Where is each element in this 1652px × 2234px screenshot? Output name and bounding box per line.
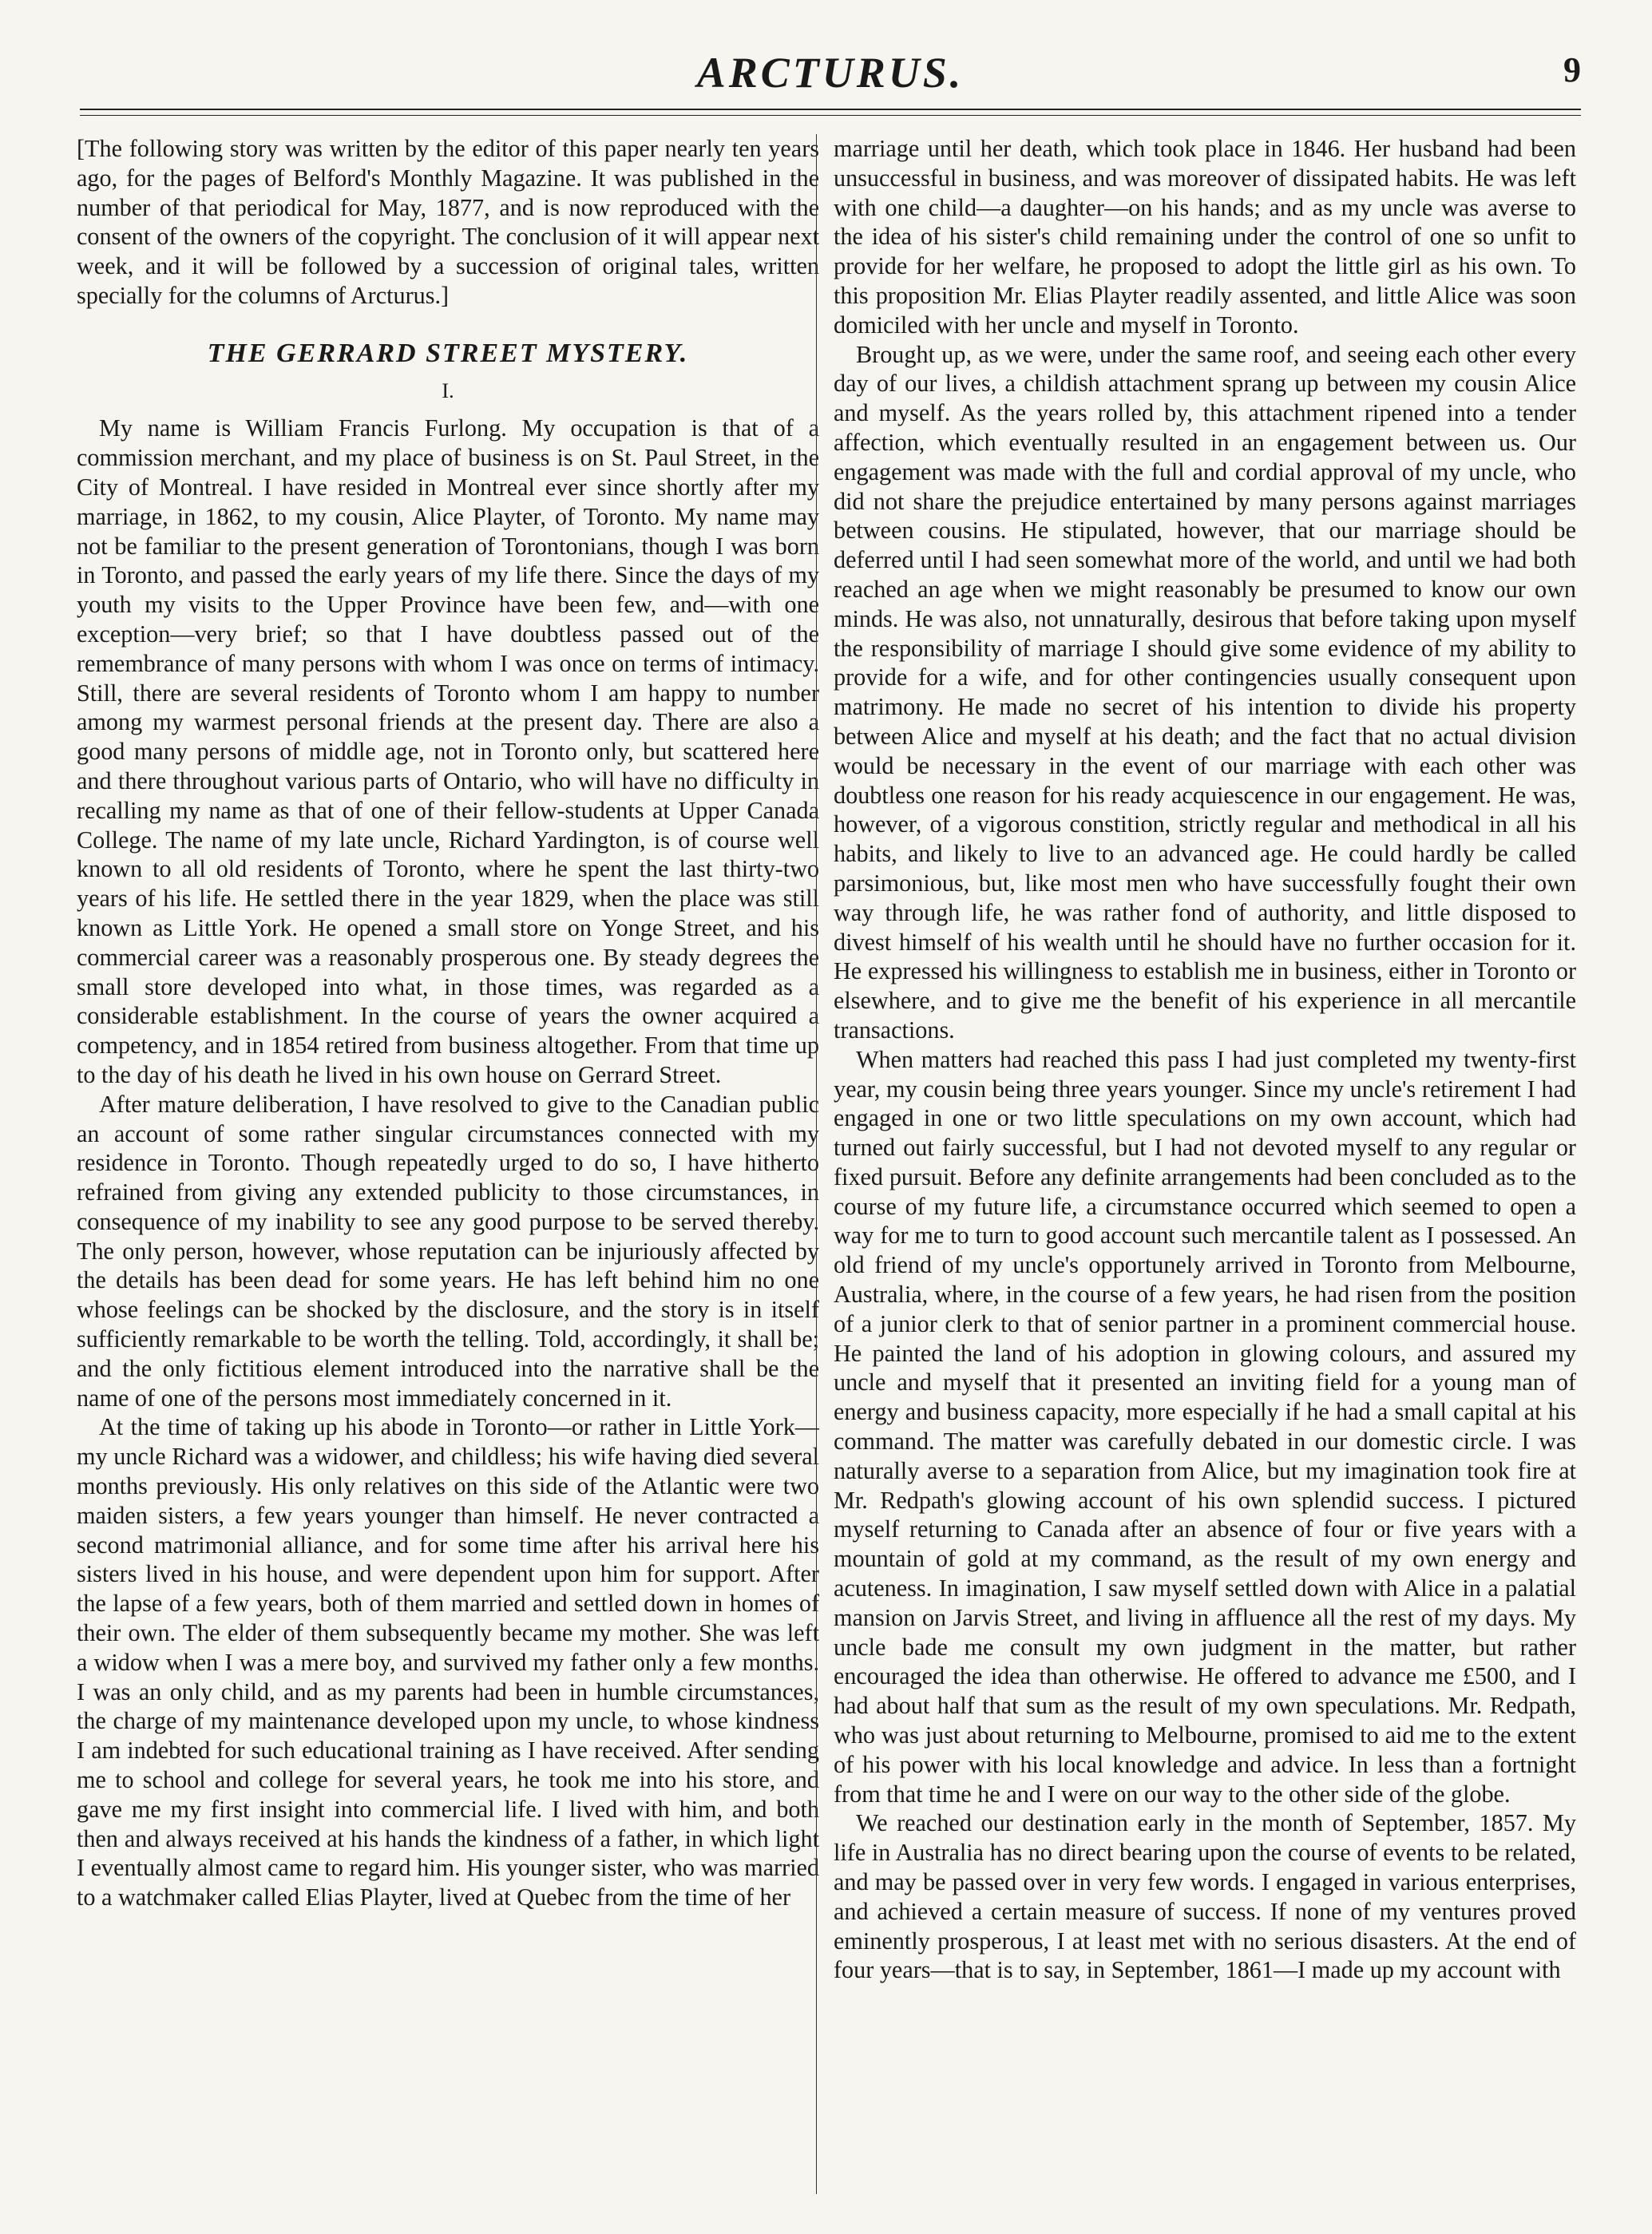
masthead-title: ARCTURUS. [696, 49, 965, 97]
paragraph: My name is William Francis Furlong. My occupation is that of a commission merchant, and my place of business is on St. Paul Street, in the City of Montreal. I have resided in Montreal ever since shortly after my marriage, in 1862, to my cousin, Alice Playter, of Toronto. My name may not be familiar to the present generation of Torontonians, though I was born in Toronto, and passed the early years of my life there. Since the days of my youth my visits to the Upper Province have been few, and—with one exception—very brief; so that I have doubtless passed out of the remembrance of many persons with whom I was once on terms of intimacy. Still, there are several residents of Toronto whom I am happy to number among my warmest personal friends at the present day. There are also a good many persons of middle age, not in Toronto only, but scattered here and there throughout various parts of Ontario, who will have no difficulty in recalling my name as that of one of their fellow-students at Upper Canada College. The name of my late uncle, Richard Yardington, is of course well known to all old residents of Toronto, where he spent the last thirty-two years of his life. He settled there in the year 1829, when the place was still known as Little York. He opened a small store on Yonge Street, and his commercial career was a reasonably prosperous one. By steady degrees the small store developed into what, in those times, was regarded as a considerable establishment. In the course of years the owner acquired a competency, and in 1854 retired from business altogether. From that time up to the day of his death he lived in his own house on Gerrard Street. [77, 414, 819, 1088]
left-column [77, 134, 819, 2194]
paragraph: At the time of taking up his abode in Toronto—or rather in Little York—my uncle Richard was a widower, and childless; his wife having died several months previously. His only relatives on this side of the Atlantic were two maiden sisters, a few years younger than himself. He never contracted a second matrimonial alliance, and for some time after his arrival here his sisters lived in his house, and were dependent upon him for support. After the lapse of a few years, both of them married and settled down in homes of their own. The elder of them subsequently became my mother. She was left a widow when I was a mere boy, and survived my father only a few months. I was an only child, and as my parents had been in humble circumstances, the charge of my maintenance developed upon my uncle, to whose kindness I am indebted for such educational training as I have received. After sending me to school and college for several years, he took me into his store, and gave me my first insight into commercial life. I lived with him, and both then and always received at his hands the kindness of a father, in which light I eventually almost came to regard him. His younger sister, who was married to a watchmaker called Elias Playter, lived at Quebec from the time of her [77, 1413, 819, 1911]
editor-note: [The following story was written by the editor of this paper nearly ten years ago, for the pages of Belford's Monthly Magazine. It was published in the number of that periodical for May, 1877, and is now reproduced with the consent of the owners of the copyright. The conclusion of it will appear next week, and it will be followed by a succession of original tales, written specially for the columns of Arcturus.] [77, 135, 819, 309]
story-title: THE GERRARD STREET MYSTERY. [207, 338, 689, 368]
paragraph: After mature deliberation, I have resolved to give to the Canadian public an account of some rather singular circumstances connected with my residence in Toronto. Though repeatedly urged to do so, I have hitherto refrained from giving any extended publicity to those circumstances, in consequence of my inability to see any good purpose to be served thereby. The only person, however, whose reputation can be injuriously affected by the details has been dead for some years. He has left behind him no one whose feelings can be shocked by the disclosure, and the story is in itself sufficiently remarkable to be worth the telling. Told, accordingly, it shall be; and the only fictitious element introduced into the narrative shall be the name of one of the persons most immediately concerned in it. [77, 1090, 819, 1412]
header-rule [80, 109, 1581, 110]
page-header [80, 40, 1581, 120]
paragraph: We reached our destination early in the month of September, 1857. My life in Australia has no direct bearing upon the course of events to be related, and may be passed over in very few words. I engaged in various enterprises, and achieved a certain measure of success. If none of my ventures proved eminently prosperous, I at least met with no serious disasters. At the end of four years—that is to say, in September, 1861—I made up my account with [834, 1809, 1576, 1984]
paragraph: marriage until her death, which took place in 1846. Her husband had been unsuccessful in business, and was moreover of dissipated habits. He was left with one child—a daughter—on his hands; and as my uncle was averse to the idea of his sister's child remaining under the control of one so unfit to provide for her welfare, he proposed to adopt the little girl as his own. To this proposition Mr. Elias Playter readily assented, and little Alice was soon domiciled with her uncle and myself in Toronto. [834, 135, 1576, 339]
right-column [834, 134, 1576, 2194]
page-number: 9 [1563, 50, 1581, 89]
column-divider [816, 134, 817, 2194]
paragraph: When matters had reached this pass I had just completed my twenty-first year, my cousin being three years younger. Since my uncle's retirement I had engaged in one or two little speculations on my own account, which had turned out fairly successful, but I had not devoted myself to any regular or fixed pursuit. Before any definite arrangements had been concluded as to the course of my future life, a circumstance occurred which seemed to open a way for me to turn to good account such mercantile talent as I possessed. An old friend of my uncle's opportunely arrived in Toronto from Melbourne, Australia, where, in the course of a few years, he had risen from the position of a junior clerk to that of senior partner in a prominent commercial house. He painted the land of his adoption in glowing colours, and assured my uncle and myself that it presented an inviting field for a young man of energy and business capacity, more especially if he had a small capital at his command. The matter was carefully debated in our domestic circle. I was naturally averse to a separation from Alice, but my imagination took fire at Mr. Redpath's glowing account of his own splendid success. I pictured myself returning to Canada after an absence of four or five years with a mountain of gold at my command, as the result of my own energy and acuteness. In imagination, I saw myself settled down with Alice in a palatial mansion on Jarvis Street, and living in affluence all the rest of my days. My uncle bade me consult my own judgment in the matter, but rather encouraged the idea than otherwise. He offered to advance me £500, and I had about half that sum as the result of my own speculations. Mr. Redpath, who was just about returning to Melbourne, promised to aid me to the extent of his power with his local knowledge and advice. In less than a fortnight from that time he and I were on our way to the other side of the globe. [834, 1045, 1576, 1808]
header-rule-thin [80, 115, 1581, 116]
chapter-number: I. [442, 378, 454, 402]
paragraph: Brought up, as we were, under the same roof, and seeing each other every day of our lives, a childish attachment sprang up between my cousin Alice and myself. As the years rolled by, this attachment ripened into a tender affection, which eventually resulted in an engagement between us. Our engagement was made with the full and cordial approval of my uncle, who did not share the prejudice entertained by many persons against marriages between cousins. He stipulated, however, that our marriage should be deferred until I had seen somewhat more of the world, and until we had both reached an age when we might reasonably be presumed to know our own minds. He was also, not unnaturally, desirous that before taking upon myself the responsibility of marriage I should give some evidence of my ability to provide for a wife, and for other contingencies usually consequent upon matrimony. He made no secret of his intention to divide his property between Alice and myself at his death; and the fact that no actual division would be necessary in the event of our marriage with each other was doubtless one reason for his ready acquiescence in our engagement. He was, however, of a vigorous constition, strictly regular and methodical in all his habits, and likely to live to an advanced age. He could hardly be called parsimonious, but, like most men who have successfully fought their own way through life, he was rather fond of authority, and little disposed to divest himself of his wealth until he should have no further occasion for it. He expressed his willingness to establish me in business, either in Toronto or elsewhere, and to give me the benefit of his experience in all mercantile transactions. [834, 340, 1576, 1044]
